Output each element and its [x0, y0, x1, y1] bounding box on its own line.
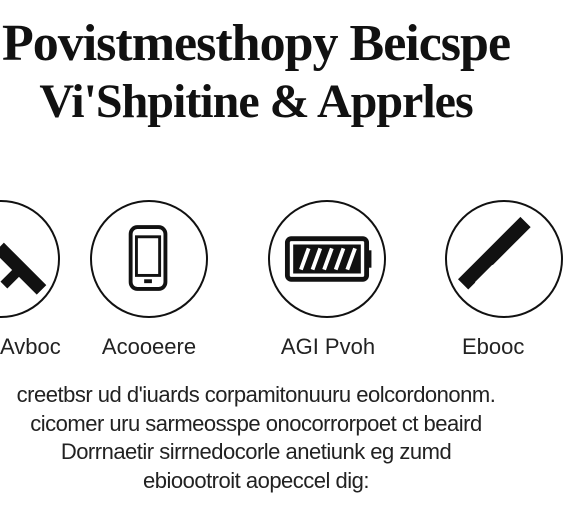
page-subtitle: Vi'Shpitine & Apprles [39, 75, 473, 128]
battery-icon [270, 202, 384, 316]
description-line-2: cicomer uru sarmeosspe onocorrorpoet ct beaird [30, 411, 482, 436]
description-line-4: ebioootroit aopeccel dig: [143, 468, 369, 493]
stylus-circle [445, 200, 563, 318]
description-line-1: creetbsr ud d'iuards corpamitonuuru eolcordononm. [16, 382, 496, 407]
icon-label-stylus: Ebooc [462, 334, 525, 359]
battery-circle [268, 200, 386, 318]
stylus-icon [447, 202, 561, 316]
icon-label-tool: Avboc [0, 334, 61, 359]
icon-label-smartphone: Acooeere [101, 334, 197, 359]
page-title: Povistmesthopy Beicspe [1, 15, 511, 72]
smartphone-circle [90, 200, 208, 318]
icon-label-battery: AGI Pvoh [280, 334, 376, 359]
tool-circle [0, 200, 60, 318]
smartphone-icon [92, 202, 206, 316]
tool-icon [0, 202, 58, 316]
description-line-3: Dorrnaetir sirrnedocorle anetiunk eg zumd [60, 439, 452, 464]
